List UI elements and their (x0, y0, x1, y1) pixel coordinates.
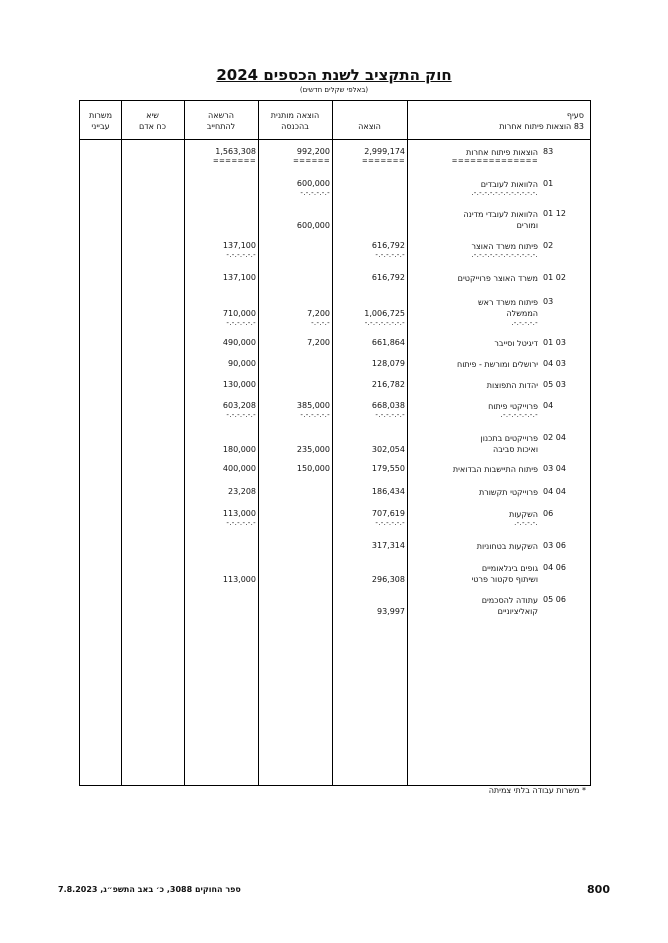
row-code: 05 06 (543, 595, 566, 604)
row-code: 83 (543, 147, 554, 156)
row-expense: 216,782 (371, 380, 405, 389)
row-code: 03 (543, 297, 554, 306)
row-label: יהדות התפוצות (486, 381, 538, 390)
row-label: הלוואות לעובדי מדינה (463, 210, 538, 219)
row-label-underline: .-.-.-.-.- (511, 319, 538, 327)
header-peak-line2: כח אדם (138, 122, 167, 131)
table-row (80, 509, 590, 543)
header-conditional (258, 110, 332, 132)
row-conditional: 992,200 (296, 147, 330, 156)
header-conditional-line1: הוצאה מותנית (270, 111, 320, 120)
row-label: משרד האוצר פרוייקטים (457, 274, 538, 283)
header-conditional-line2: בהכנסה (281, 122, 309, 131)
header-positions-line1: משרות (88, 111, 113, 120)
page-title: חוק התקציב לשנת הכספים 2024 (216, 66, 452, 84)
header-authorization (184, 110, 258, 132)
row-expense: 616,792 (371, 273, 405, 282)
row-label: עתודה להסכמים (481, 596, 538, 605)
row-label: פיתוח משרד האוצר (471, 242, 538, 251)
row-label: הלוואות לעובדים (480, 180, 538, 189)
row-authorization: 603,208 (222, 401, 256, 410)
row-authorization: 180,000 (222, 445, 256, 454)
row-expense: 668,038 (371, 401, 405, 410)
row-authorization: 710,000 (222, 309, 256, 318)
header-expense: הוצאה (358, 122, 381, 131)
header-section-line1: סעיף (566, 111, 584, 120)
row-code: 01 02 (543, 273, 566, 282)
header-section (414, 110, 584, 132)
row-authorization: 113,000 (222, 509, 256, 518)
row-code: 04 06 (543, 563, 566, 572)
row-conditional: 7,200 (307, 338, 330, 347)
row-conditional: 600,000 (296, 221, 330, 230)
row-label-underline: .-.-.-.-.-.-.-.-.-.-.-.-. (471, 189, 538, 197)
header-divider (80, 139, 590, 140)
footnote: * משרות עבודה בלתי צמיתה (488, 786, 586, 795)
row-code: 01 03 (543, 338, 566, 347)
row-authorization-underline: ======= (212, 157, 256, 165)
row-label: ירושלים ומורשת - פיתוח (457, 360, 538, 369)
row-authorization: 137,100 (222, 273, 256, 282)
table-row (80, 401, 590, 435)
row-expense-underline: -.-.-.-.-.-.-.- (364, 319, 405, 327)
row-expense: 2,999,174 (364, 147, 405, 156)
row-label: פיתוח התיישבות הבדואית (452, 465, 538, 474)
row-expense: 186,434 (371, 487, 405, 496)
table-row (80, 563, 590, 597)
row-authorization-underline: -.-.-.-.-.- (226, 319, 256, 327)
row-conditional: 235,000 (296, 445, 330, 454)
row-label-underline: ============== (451, 157, 538, 165)
row-label: פרוייקטי פיתוח (488, 402, 538, 411)
row-conditional: 7,200 (307, 309, 330, 318)
page-subtitle: (באלפי שקלים חדשים) (299, 86, 369, 94)
header-authorization-line2: להתחייב (206, 122, 236, 131)
row-code: 04 03 (543, 359, 566, 368)
row-code: 03 06 (543, 541, 566, 550)
row-code: 01 12 (543, 209, 566, 218)
row-authorization: 1,563,308 (215, 147, 256, 156)
table-row-total (80, 147, 590, 181)
row-authorization: 137,100 (222, 241, 256, 250)
header-positions (80, 110, 121, 132)
row-authorization-underline: -.-.-.-.-.- (226, 251, 256, 259)
row-expense: 128,079 (371, 359, 405, 368)
row-label: פרוייקטים בתכנון (480, 434, 538, 443)
header-authorization-line1: הרשאה (208, 111, 234, 120)
row-label: הוצאות פיתוח אחרות (466, 148, 538, 157)
table-row (80, 433, 590, 467)
row-code: 02 (543, 241, 554, 250)
row-code: 04 (543, 401, 554, 410)
row-expense: 302,054 (371, 445, 405, 454)
row-code: 01 (543, 179, 554, 188)
row-expense: 93,997 (377, 607, 405, 616)
row-conditional: 150,000 (296, 464, 330, 473)
row-label: פרוייקטי תקשורת (478, 488, 538, 497)
row-expense: 1,006,725 (364, 309, 405, 318)
row-expense: 296,308 (371, 575, 405, 584)
row-authorization: 113,000 (222, 575, 256, 584)
row-authorization: 90,000 (228, 359, 256, 368)
row-conditional-underline: ====== (293, 157, 330, 165)
row-expense-underline: -.-.-.-.-.- (375, 411, 405, 419)
row-expense-underline: -.-.-.-.-.- (375, 519, 405, 527)
row-label: דיגיטל וסייבר (494, 339, 538, 348)
row-conditional-underline: -.-.-.-.-.- (300, 189, 330, 197)
row-label-line2: ושיתוף סקטור פרטי (471, 575, 538, 584)
row-expense: 179,550 (371, 464, 405, 473)
row-label-underline: .-.-.-.-.-.-.-.-.-.-.-.-. (471, 251, 538, 259)
row-expense: 616,792 (371, 241, 405, 250)
row-authorization: 130,000 (222, 380, 256, 389)
row-conditional-underline: -.-.-.- (311, 319, 330, 327)
row-code: 02 04 (543, 433, 566, 442)
table-row (80, 179, 590, 213)
row-conditional: 600,000 (296, 179, 330, 188)
row-code: 06 (543, 509, 554, 518)
table-row (80, 595, 590, 629)
row-label-underline: .-.-.-.-. (514, 519, 538, 527)
row-label-line2: קואליציוניים (497, 607, 538, 616)
page-number: 800 (587, 883, 610, 896)
row-expense: 317,314 (371, 541, 405, 550)
row-label-line2: הממשלה (506, 309, 538, 318)
row-label: פיתוח משרד ראש (477, 298, 538, 307)
row-authorization-underline: -.-.-.-.-.- (226, 411, 256, 419)
footer-citation: ספר החוקים 3088, כ׳ באב התשפ״ג, 7.8.2023 (58, 885, 241, 894)
row-code: 04 04 (543, 487, 566, 496)
row-authorization-underline: -.-.-.-.-.- (226, 519, 256, 527)
header-peak (121, 110, 184, 132)
row-expense-underline: ======= (361, 157, 405, 165)
table-row (80, 209, 590, 243)
row-authorization: 400,000 (222, 464, 256, 473)
row-authorization: 490,000 (222, 338, 256, 347)
row-conditional: 385,000 (296, 401, 330, 410)
row-authorization: 23,208 (228, 487, 256, 496)
row-label-underline: .-.-.-.-.-.-.- (500, 411, 538, 419)
row-label: השקעות בטחוניות (476, 542, 538, 551)
row-code: 03 04 (543, 464, 566, 473)
row-code: 05 03 (543, 380, 566, 389)
header-peak-line1: שיא (146, 111, 159, 120)
header-section-line2: 83 הוצאות פיתוח אחרות (499, 122, 584, 131)
budget-table (79, 100, 591, 786)
row-label-line2: ומורים (516, 221, 538, 230)
row-label: השקעות (508, 510, 538, 519)
row-conditional-underline: -.-.-.-.-.- (300, 411, 330, 419)
row-expense-underline: -.-.-.-.-.- (375, 251, 405, 259)
header-positions-line2: עבייני (91, 122, 110, 131)
row-label: גופים בינלאומיים (481, 564, 538, 573)
table-row (80, 241, 590, 275)
table-row (80, 297, 590, 331)
row-label-line2: ואיכות סביבה (493, 445, 538, 454)
row-expense: 661,864 (371, 338, 405, 347)
row-expense: 707,619 (371, 509, 405, 518)
